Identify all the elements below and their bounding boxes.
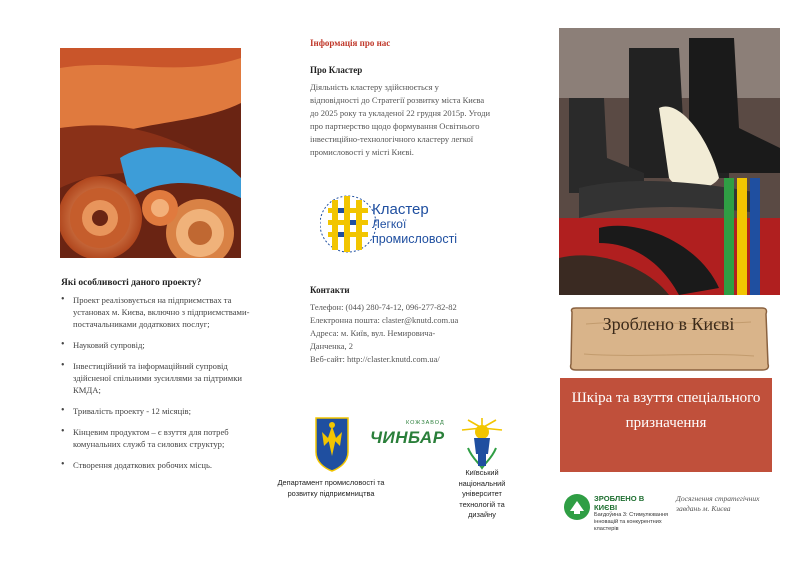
list-item: • Науковий супровід; <box>61 339 251 351</box>
list-item: • Кінцевим продуктом – є взуття для потреб комунальних служб та силових структур; <box>61 426 251 450</box>
list-item: • Тривалість проекту - 12 місяців; <box>61 405 251 417</box>
about-text: Діяльність кластеру здійснюється у відповідності до Стратегії розвитку міста Києва до 2025 року та укладеної 22 грудня 2015р. Угоди про партнерство щодо формування Освітнього інвестиційно-технологічного кластеру легкої промисловості у місті Києві. <box>310 82 490 157</box>
cluster-logo-line2: Легкої <box>372 217 407 231</box>
section-title: Інформація про нас <box>310 38 391 48</box>
contact-address-line1: Адреса: м. Київ, вул. Немировича- <box>310 328 436 338</box>
made-in-kyiv-logo-icon <box>564 494 590 520</box>
cluster-logo <box>320 186 480 266</box>
about-heading: Про Кластер <box>310 65 363 75</box>
contact-phone: Телефон: (044) 280-74-12, 096-277-82-82 <box>310 302 457 312</box>
contact-email: Електронна пошта: claster@knutd.com.ua <box>310 315 459 325</box>
project-features-list <box>61 294 251 480</box>
leather-rolls-photo <box>60 48 241 258</box>
strategic-goals-note: Досягнення стратегічних завдань м. Києва <box>676 494 760 513</box>
chinbar-logo-text: ЧИНБАР <box>370 428 445 447</box>
contact-website: Веб-сайт: http://claster.knutd.com.ua/ <box>310 354 440 364</box>
boots-and-shoes-photo <box>559 28 780 295</box>
department-caption: Департамент промисловості та розвитку підприємництва <box>277 478 385 498</box>
list-item: • Проект реалізовується на підприємствах та установах м. Києва, включно з підприємствами-постачальниками додаткових послуг; <box>61 294 251 330</box>
kyiv-coat-of-arms-logo <box>314 416 350 472</box>
chinbar-logo <box>366 420 452 454</box>
made-in-kyiv-subtitle: Бағдоўина 3: Стимулювання інновацій та конкурентних кластерів <box>594 512 669 532</box>
list-item: • Інвестиційний та інформаційний супровід здійсненої спільними зусиллями за підтримки КМДА; <box>61 360 251 396</box>
made-in-kyiv-sign-text: Зроблено в Києві <box>602 314 735 334</box>
cluster-logo-line3: промисловості <box>372 232 458 246</box>
university-caption: Київський національний університет технологій та дизайну <box>458 468 506 519</box>
contacts-block <box>310 301 495 366</box>
chinbar-logo-top: КОЖЗАВОД <box>406 420 445 426</box>
brochure-title: Шкіра та взуття спеціального призначення <box>571 390 761 431</box>
contact-address-line2: Данченка, 2 <box>310 341 353 351</box>
knutd-logo <box>458 418 506 470</box>
made-in-kyiv-title: ЗРОБЛЕНО В КИЄВІ <box>594 494 645 512</box>
project-features-heading: Які особливості даного проекту? <box>61 278 202 288</box>
list-item: • Створення додаткових робочих місць. <box>61 459 251 471</box>
contacts-heading: Контакти <box>310 285 350 295</box>
cluster-logo-line1: Кластер <box>372 201 429 218</box>
